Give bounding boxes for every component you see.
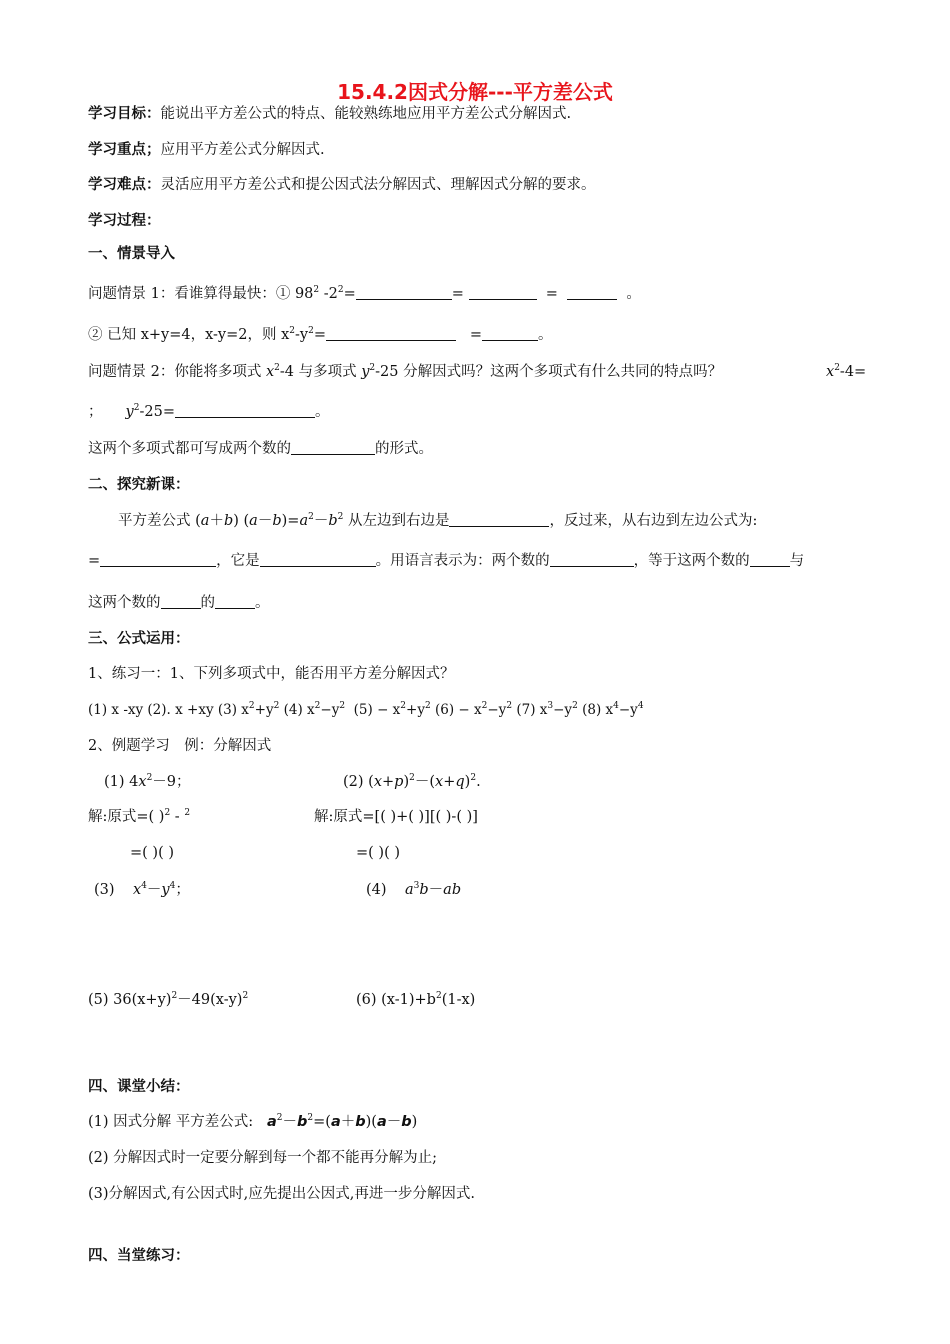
exercise-1-items: (1) x -xy (2). x +xy (3) $x^2+y^2$ (4) $x^2-y^2$ $(5) - x^2+y^2$ $(6) - x^2-y^2$ (7) $x^3-y^2$ (8) $x^4-y^4$ [88, 701, 644, 718]
solution-2-step-1: 解:原式=[( )+( )][( )-( )] [314, 809, 478, 825]
answer-blank[interactable] [291, 440, 375, 455]
example-1: (1) $4x^2-9$； [104, 773, 191, 790]
solution-1-step-1: 解:原式=( )$^2$ - $^2$ [88, 808, 191, 825]
answer-blank[interactable] [215, 594, 255, 609]
section-3-heading: 三、公式运用： [88, 631, 190, 647]
summary-1: (1) 因式分解 平方差公式: $a^2-b^2=(a+b)(a-b)$ [88, 1113, 418, 1130]
page-title: 15.4.2因式分解---平方差公式 [337, 80, 613, 104]
example-4: (4) $a^3b-ab$ [366, 881, 462, 898]
solution-1-step-2: =( )( ) [130, 845, 174, 861]
scenario-1-line: 问题情景 1：看谁算得最快：① $98^2$ $-2^2=$ = = 。 [88, 285, 641, 302]
example-3: (3) $x^4-y^4$； [94, 881, 190, 898]
scenario-2-line-2: ； $y^2-25=$ 。 [88, 403, 330, 420]
answer-blank[interactable] [100, 552, 216, 567]
answer-blank[interactable] [449, 512, 549, 527]
answer-blank[interactable] [750, 552, 790, 567]
answer-blank[interactable] [260, 552, 376, 567]
answer-blank[interactable] [469, 285, 537, 300]
example-6: (6) $(x-1)+b^2(1-x)$ [356, 991, 476, 1008]
answer-blank[interactable] [567, 285, 617, 300]
learning-difficulty: 学习难点：灵活应用平方差公式和提公因式法分解因式、理解因式分解的要求。 [88, 177, 596, 193]
summary-2: (2) 分解因式时一定要分解到每一个都不能再分解为止; [88, 1150, 438, 1166]
answer-blank[interactable] [356, 285, 452, 300]
process-label: 学习过程： [88, 213, 161, 229]
answer-blank[interactable] [482, 326, 538, 341]
summary-3: (3)分解因式,有公因式时,应先提出公因式,再进一步分解因式. [88, 1186, 475, 1202]
scenario-2-tail: $x^2-4=$ [826, 363, 867, 380]
answer-blank[interactable] [175, 403, 315, 418]
answer-blank[interactable] [326, 326, 456, 341]
scenario-conclusion: 这两个多项式都可写成两个数的 的形式。 [88, 441, 433, 457]
scenario-1-part-2: ② 已知 x+y=4，x-y=2，则 $x^2-y^2=$ = 。 [88, 326, 553, 343]
solution-2-step-2: =( )( ) [356, 845, 400, 861]
section-2-heading: 二、探究新课： [88, 477, 190, 493]
formula-paragraph-3: 这两个数的 的 。 [88, 595, 270, 611]
section-4-heading: 四、课堂小结： [88, 1079, 190, 1095]
answer-blank[interactable] [550, 552, 634, 567]
example-heading: 2、例题学习 例：分解因式 [88, 738, 272, 754]
learning-focus: 学习重点；应用平方差公式分解因式. [88, 142, 325, 158]
formula-paragraph-1: 平方差公式 (a＋b) $(a-b)=a^2-b^2$ 从左边到右边是 ，反过来，从右边到左边公式为: [118, 512, 758, 529]
scenario-2-line: 问题情景 2：你能将多项式 $x^2-4$ 与多项式 $y^2-25$ 分解因式吗？这两个多项式有什么共同的特点吗？ [88, 363, 723, 380]
example-5: (5) $36(x+y)^2-49(x-y)^2$ [88, 991, 249, 1008]
exercise-1-prompt: 1、练习一：1、下列多项式中，能否用平方差分解因式？ [88, 666, 455, 682]
example-2: (2) $(x+p)^2-(x+q)^2$. [343, 773, 481, 790]
section-5-heading: 四、当堂练习： [88, 1248, 190, 1264]
answer-blank[interactable] [161, 594, 201, 609]
section-1-heading: 一、情景导入 [88, 246, 175, 262]
formula-paragraph-2: = ，它是 。用语言表示为：两个数的 ，等于这两个数的 与 [88, 553, 805, 569]
learning-goal: 学习目标：能说出平方差公式的特点、能较熟练地应用平方差公式分解因式. [88, 106, 572, 122]
